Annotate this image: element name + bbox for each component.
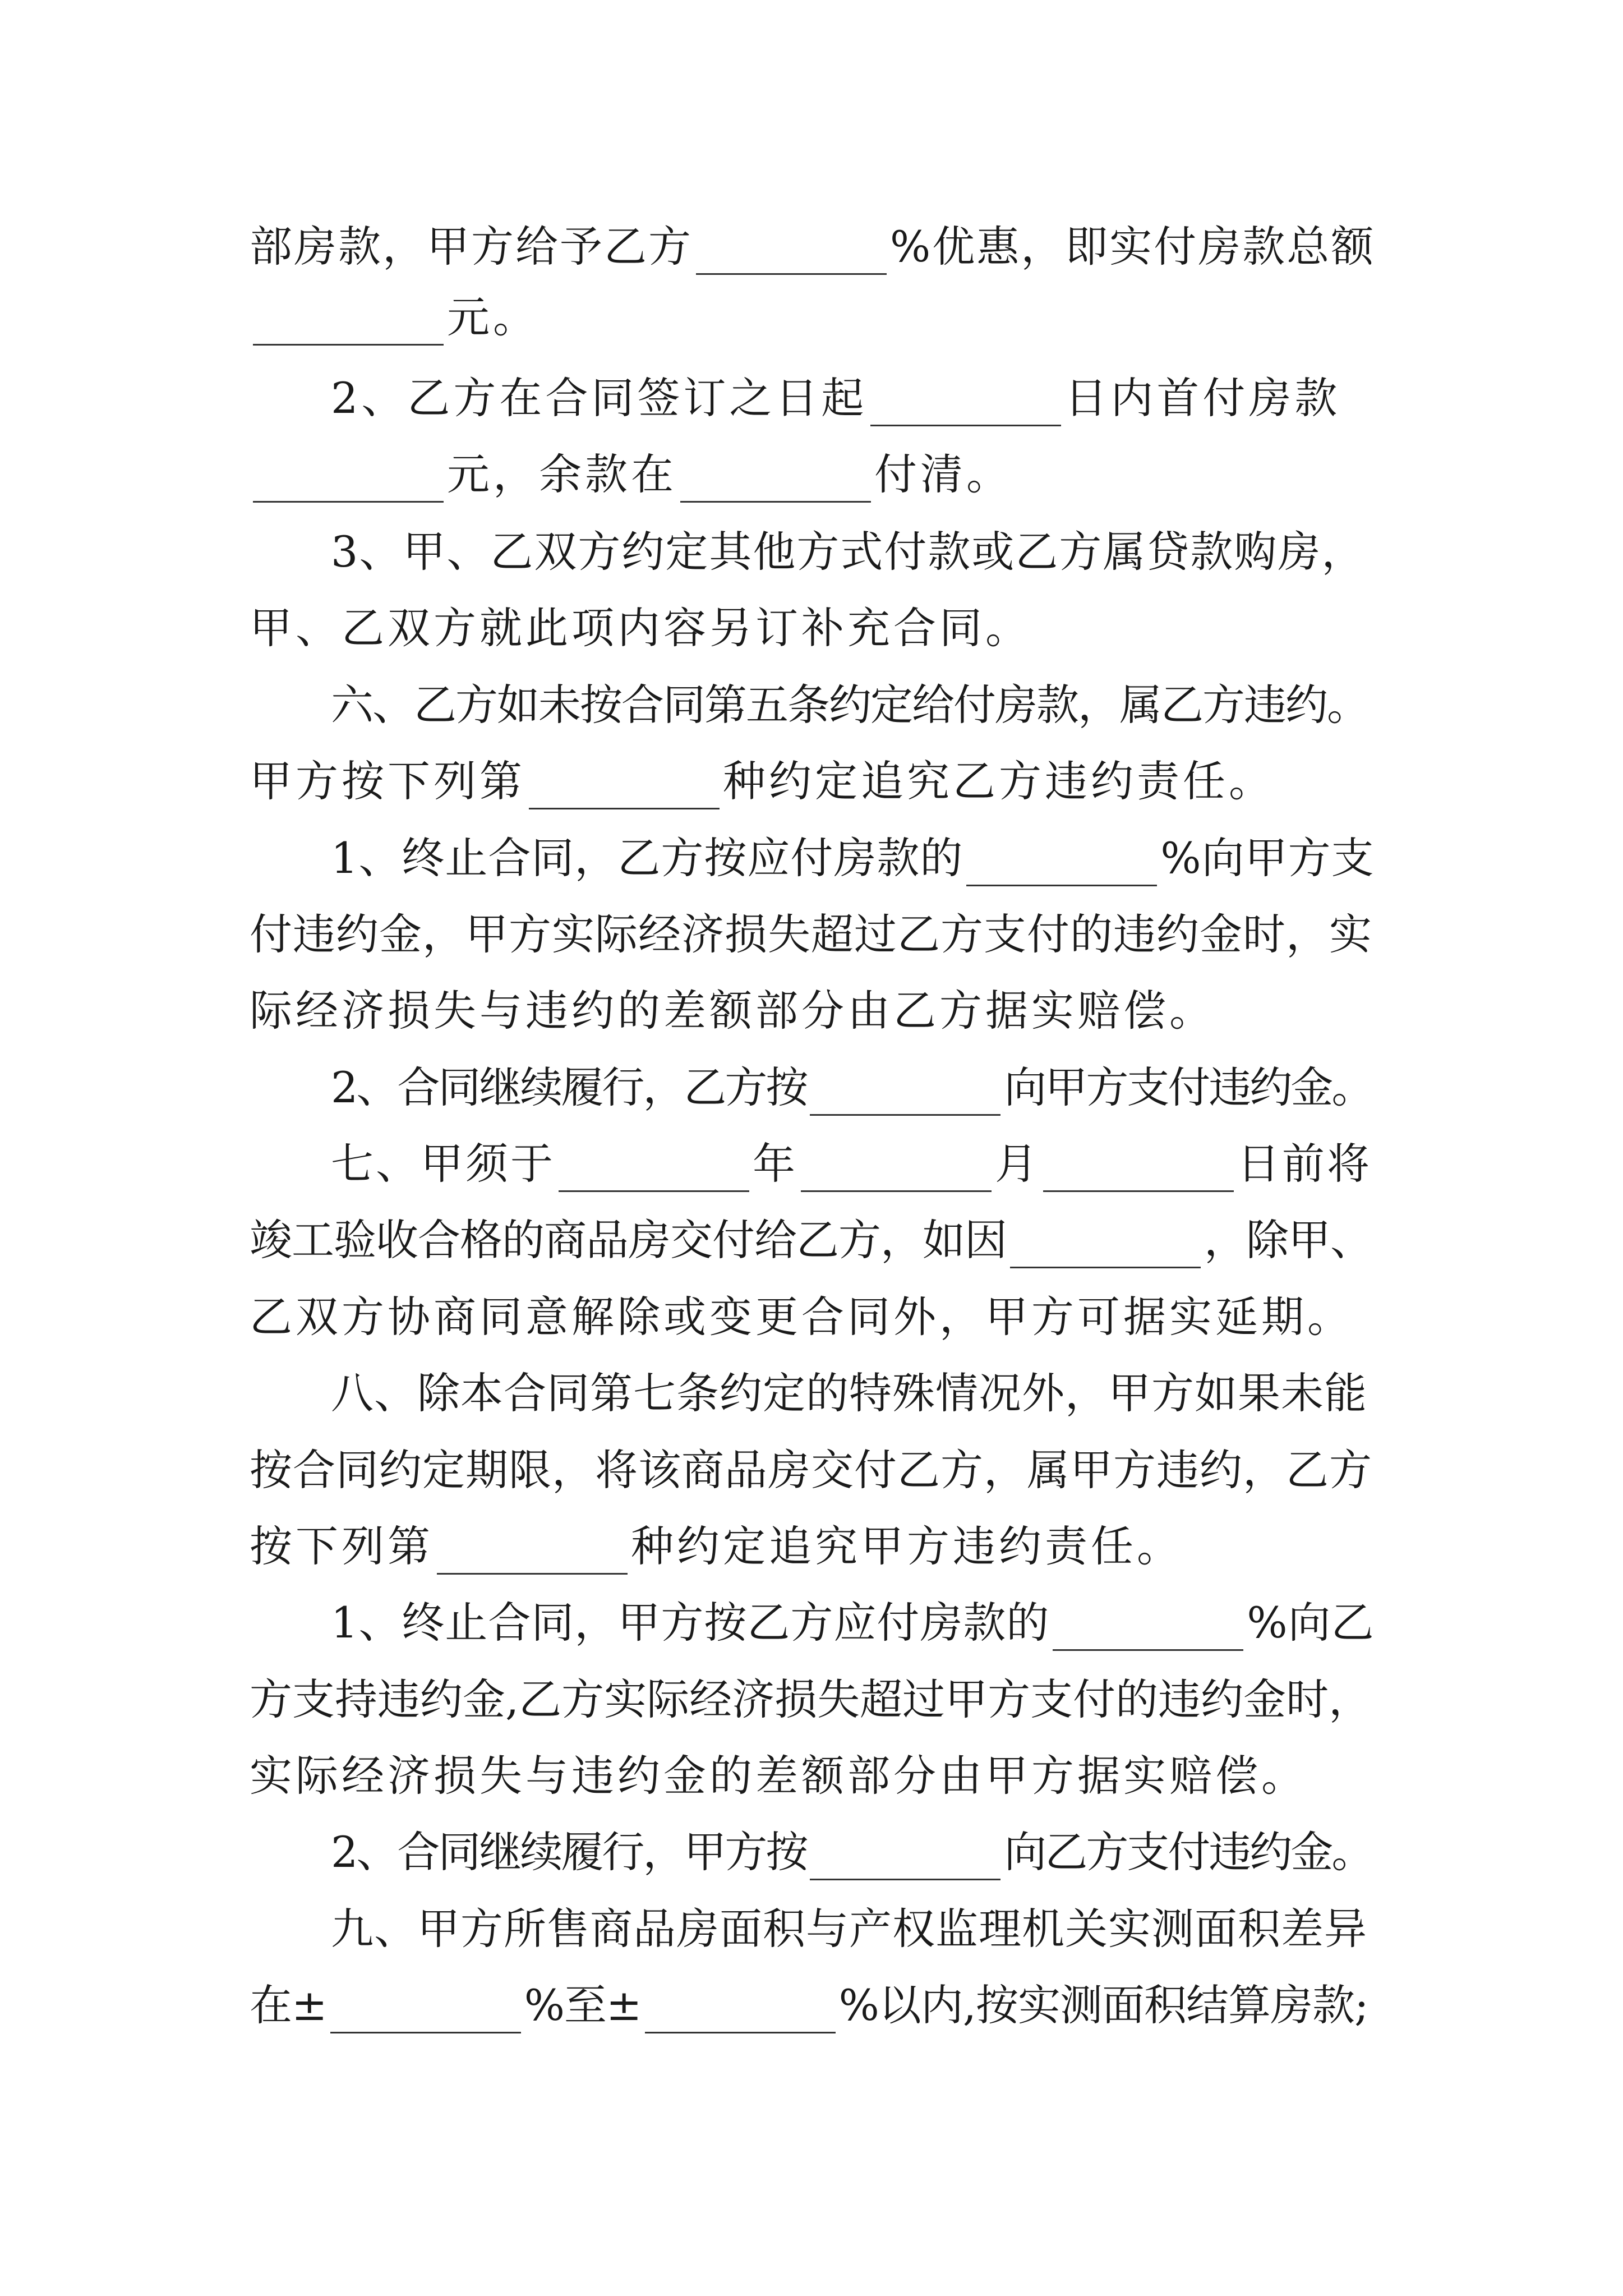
text-line (331, 1824, 1377, 1880)
text-run: 六、乙方如未按合同第五条约定给付房款，属乙方违约。 (331, 680, 1368, 730)
fill-in-blank (559, 1147, 749, 1192)
text-line (331, 370, 1377, 426)
text-run: 种约定追究甲方违约责任。 (631, 1521, 1183, 1571)
text-run: 向甲方支付违约金。 (1004, 1062, 1373, 1112)
text-run: 九、甲方所售商品房面积与产权监理机关实测面积差异 (331, 1904, 1367, 1954)
text-run: 竣工验收合格的商品房交付给乙方，如因 (250, 1215, 1007, 1265)
text-run: 在± (250, 1980, 327, 2030)
text-run: 种约定追究乙方违约责任。 (723, 756, 1275, 806)
text-run: 部房款，甲方给予乙方 (250, 222, 693, 272)
text-line (331, 1595, 1377, 1651)
fill-in-blank (696, 229, 887, 275)
text-line (250, 600, 1377, 656)
fill-in-blank (1053, 1605, 1243, 1651)
fill-in-blank (645, 1988, 836, 2033)
fill-in-blank (330, 1988, 521, 2033)
fill-in-blank (810, 1835, 1000, 1880)
text-run: 1、终止合同，乙方按应付房款的 (331, 833, 963, 883)
text-line (331, 677, 1377, 733)
text-line (331, 1136, 1377, 1192)
text-run: %向甲方支 (1160, 833, 1375, 883)
text-line (331, 1365, 1377, 1421)
text-run: 元，余款在 (447, 449, 677, 499)
fill-in-blank (870, 381, 1061, 426)
text-line (250, 289, 1377, 346)
text-run: 八、除本合同第七条约定的特殊情况外，甲方如果未能 (331, 1368, 1367, 1418)
text-line (250, 907, 1377, 963)
text-line (331, 1901, 1377, 1957)
text-line (250, 1289, 1377, 1345)
text-run: 按下列第 (250, 1521, 434, 1571)
text-run: 向乙方支付违约金。 (1004, 1827, 1373, 1877)
text-run: 按合同约定期限，将该商品房交付乙方，属甲方违约，乙方 (250, 1445, 1372, 1495)
text-run: 实际经济损失与违约金的差额部分由甲方据实赔偿。 (250, 1751, 1307, 1801)
text-line (250, 753, 1377, 809)
text-run: 2、乙方在合同签订之日起 (331, 373, 868, 423)
text-run: 七、甲须于 (331, 1139, 555, 1189)
text-line (250, 1977, 1377, 2033)
text-run: 1、终止合同，甲方按乙方应付房款的 (331, 1598, 1050, 1648)
text-run: 乙双方协商同意解除或变更合同外，甲方可据实延期。 (250, 1292, 1353, 1342)
text-line (250, 1519, 1377, 1575)
text-run: 日前将 (1237, 1139, 1372, 1189)
text-line (250, 1212, 1377, 1268)
text-line (331, 830, 1377, 886)
text-line (331, 524, 1377, 580)
text-line (331, 1060, 1377, 1116)
fill-in-blank (680, 457, 871, 503)
fill-in-blank (1010, 1223, 1201, 1268)
text-run: 甲、乙双方就此项内容另订补充合同。 (250, 603, 1031, 653)
fill-in-blank (1043, 1147, 1234, 1192)
text-run: 3、甲、乙双方约定其他方式付款或乙方属贷款购房， (331, 527, 1366, 577)
text-run: %至± (524, 1980, 642, 2030)
text-run: 元。 (447, 292, 539, 342)
text-run: 年 (753, 1139, 797, 1189)
text-line (250, 447, 1377, 503)
fill-in-blank (810, 1070, 1000, 1116)
text-run: %优惠，即实付房款总额 (890, 222, 1376, 272)
text-line (250, 1442, 1377, 1498)
text-run: 付清。 (874, 449, 1012, 499)
text-run: 付违约金，甲方实际经济损失超过乙方支付的违约金时，实 (250, 909, 1372, 959)
text-run: ，除甲、 (1204, 1215, 1372, 1265)
fill-in-blank (801, 1147, 992, 1192)
fill-in-blank (966, 841, 1157, 886)
text-line (250, 1748, 1377, 1804)
text-run: %以内,按实测面积结算房款; (838, 1980, 1368, 2030)
text-run: 方支持违约金,乙方实际经济损失超过甲方支付的违约金时， (250, 1674, 1372, 1724)
fill-in-blank (529, 764, 720, 809)
text-line (250, 1672, 1377, 1728)
text-line (250, 983, 1377, 1039)
fill-in-blank (437, 1529, 628, 1575)
text-run: %向乙 (1247, 1598, 1375, 1648)
text-run: 2、合同继续履行，甲方按 (331, 1827, 807, 1877)
fill-in-blank (253, 300, 444, 346)
text-run: 2、合同继续履行，乙方按 (331, 1062, 807, 1112)
text-line (250, 219, 1377, 275)
text-run: 际经济损失与违约的差额部分由乙方据实赔偿。 (250, 986, 1215, 1036)
text-run: 日内首付房款 (1064, 373, 1341, 423)
fill-in-blank (253, 457, 444, 503)
text-run: 甲方按下列第 (250, 756, 525, 806)
text-run: 月 (995, 1139, 1040, 1189)
